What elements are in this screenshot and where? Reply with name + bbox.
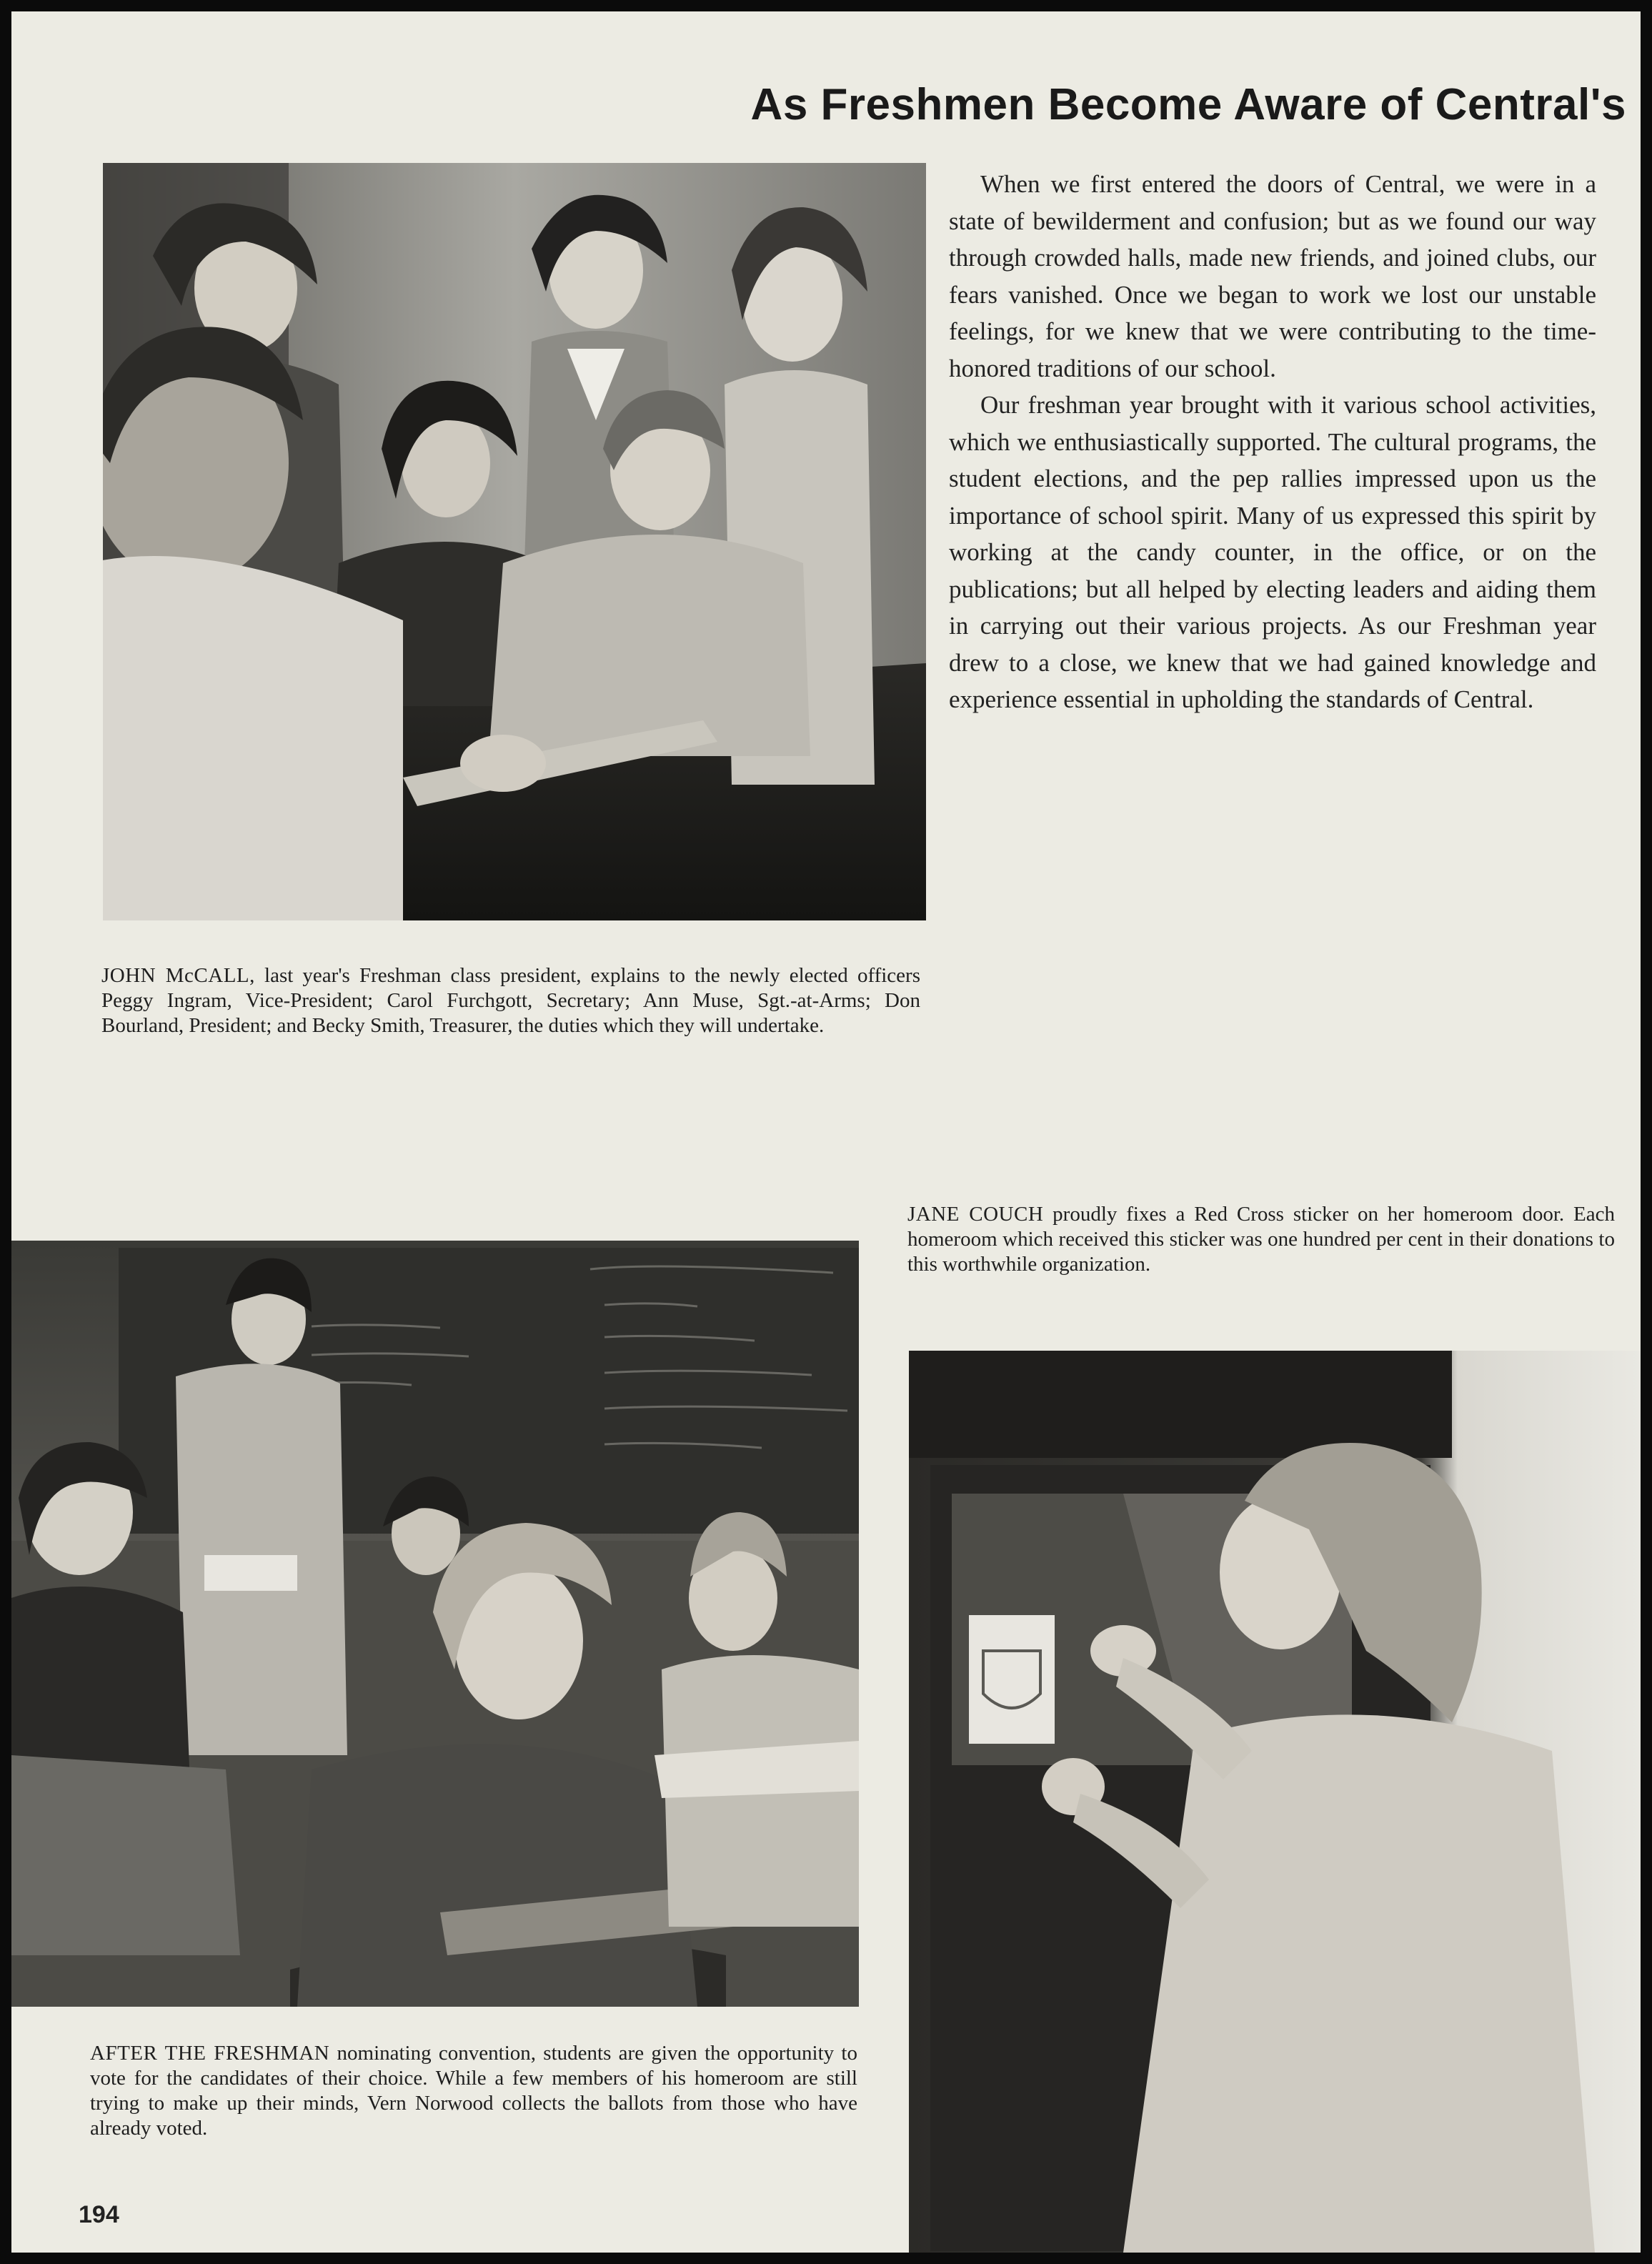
photo-red-cross-sticker bbox=[909, 1351, 1641, 2253]
yearbook-page bbox=[11, 11, 1641, 2253]
caption-red-cross-lead: JANE COUCH bbox=[907, 1203, 1044, 1226]
caption-voting bbox=[90, 2041, 857, 2141]
caption-red-cross bbox=[907, 1202, 1615, 1277]
photo-classroom-voting bbox=[11, 1241, 859, 2007]
photo-class-officers-image bbox=[103, 163, 926, 920]
caption-class-officers-text: last year's Freshman class president, explains to the newly elected officers Peggy Ingram, Vice-President; Carol Furchgott, Secretary; Ann Muse, Sgt.-at-Arms; Don Bourland, President; and Becky Smith, Treasurer, the duties which they will undertake. bbox=[101, 964, 920, 1037]
article-paragraph-2: Our freshman year brought with it various school activities, which we enthusiastically supported. The cultural programs, the student elections, and the pep rallies impressed upon us the importance of school spirit. Many of us expressed this spirit by working at the candy counter, in the office, or on the publications; but all helped by electing leaders and aiding them in carrying out their various projects. As our Freshman year drew to a close, we knew that we had gained knowledge and experience essential in upholding the standards of Central. bbox=[949, 391, 1596, 713]
page-headline: As Freshmen Become Aware of Central's bbox=[750, 80, 1626, 129]
caption-red-cross-text: proudly fixes a Red Cross sticker on her homeroom door. Each homeroom which received this sticker was one hundred per cent in their donations to this worthwhile organization. bbox=[907, 1203, 1616, 1276]
caption-voting-lead: AFTER THE FRESHMAN bbox=[90, 2042, 330, 2065]
photo-classroom-voting-image bbox=[11, 1241, 859, 2007]
article-paragraph-1: When we first entered the doors of Central, we were in a state of bewilderment and confusion; but as we found our way through crowded halls, made new friends, and joined clubs, our fears vanished. Once we began to work we lost our unstable feelings, for we knew that we were contributing to the time-honored traditions of our school. bbox=[949, 170, 1596, 382]
photo-red-cross-sticker-image bbox=[909, 1351, 1641, 2253]
photo-class-officers bbox=[103, 163, 926, 920]
caption-class-officers-lead: JOHN McCALL, bbox=[101, 964, 255, 987]
article-body bbox=[949, 166, 1596, 718]
caption-class-officers bbox=[101, 963, 920, 1038]
caption-voting-text: nominating convention, students are given the opportunity to vote for the candidates of their choice. While a few members of his homeroom are still trying to make up their minds, Vern Norwood collects the ballots from those who have already voted. bbox=[90, 2042, 857, 2140]
page-number: 194 bbox=[79, 2201, 119, 2228]
